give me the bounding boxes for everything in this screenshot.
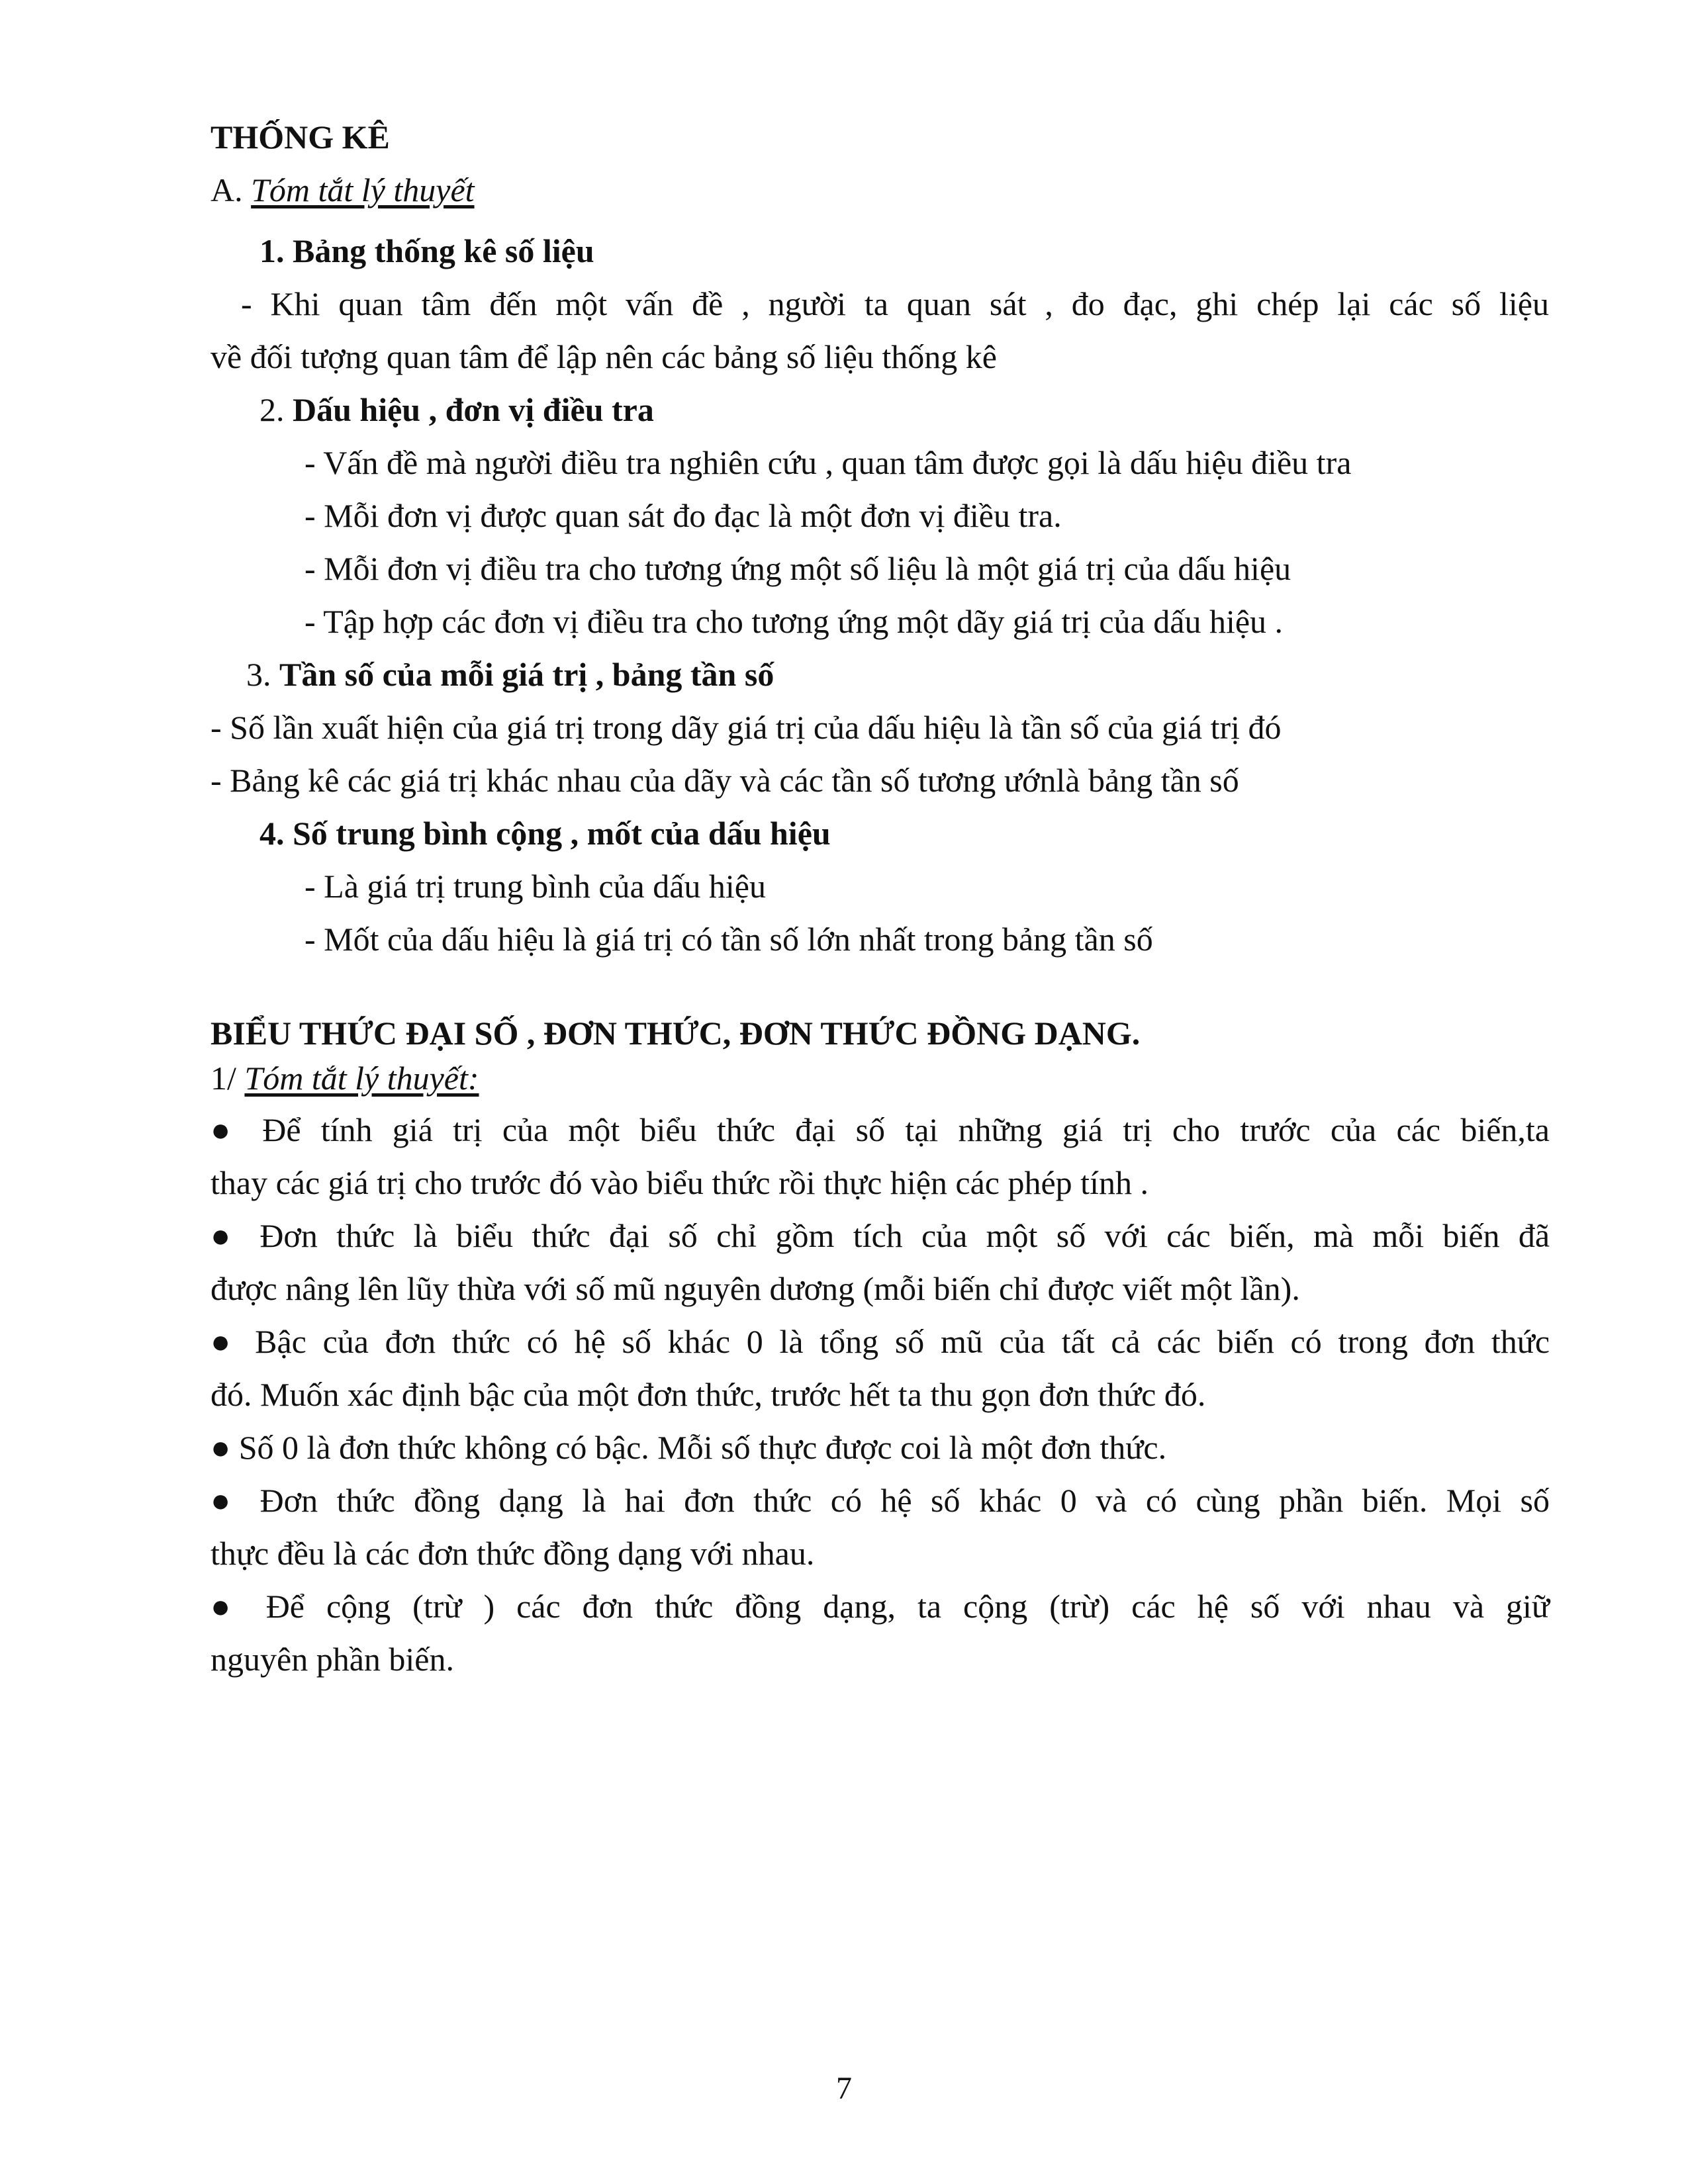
item-4-line-2: - Mốt của dấu hiệu là giá trị có tần số lớn nhất trong bảng tần số: [305, 921, 1153, 958]
bullet-5-text-1: Đơn thức đồng dạng là hai đơn thức có hệ số khác 0 và có cùng phần biến. Mọi số: [259, 1482, 1550, 1519]
bullet-1-text-1: Để tính giá trị của một biểu thức đại số tại những giá trị cho trước của các biến,ta: [262, 1111, 1550, 1148]
bullet-2-text-1: Đơn thức là biểu thức đại số chỉ gồm tích của một số với các biến, mà mỗi biến đã: [259, 1217, 1550, 1254]
item-2-line-2: - Mỗi đơn vị được quan sát đo đạc là một đơn vị điều tra.: [305, 497, 1062, 534]
item-heading-3-text: Tần số của mỗi giá trị , bảng tần số: [279, 656, 774, 693]
subsection-2-title: Tóm tắt lý thuyết:: [244, 1060, 479, 1097]
item-2-line-3: - Mỗi đơn vị điều tra cho tương ứng một số liệu là một giá trị của dấu hiệu: [305, 550, 1291, 587]
bullet-6-line-2: nguyên phần biến.: [211, 1641, 454, 1678]
page-number: 7: [836, 2071, 852, 2106]
bullet-2-line-1: [211, 1215, 1550, 1256]
bullet-6-text-1: Để cộng (trừ ) các đơn thức đồng dạng, ta cộng (trừ) các hệ số với nhau và giữ: [265, 1588, 1550, 1625]
item-heading-3-number: 3.: [246, 656, 279, 693]
item-heading-4: 4. Số trung bình cộng , mốt của dấu hiệu: [259, 815, 831, 852]
bullet-3-line-2: đó. Muốn xác định bậc của một đơn thức, trước hết ta thu gọn đơn thức đó.: [211, 1376, 1206, 1413]
bullet-dot-icon: ●: [211, 1217, 242, 1254]
bullet-dot-icon: ●: [211, 1588, 244, 1625]
item-heading-2-number: 2.: [259, 391, 293, 428]
subsection-heading-a: [211, 169, 475, 210]
bullet-5-line-2: thực đều là các đơn thức đồng dạng với nhau.: [211, 1535, 815, 1572]
item-2-line-4: - Tập hợp các đơn vị điều tra cho tương ứng một dãy giá trị của dấu hiệu .: [305, 603, 1284, 640]
subsection-prefix: A.: [211, 171, 252, 208]
item-heading-3: [246, 654, 774, 695]
subsection-title: Tóm tắt lý thuyết: [251, 171, 475, 208]
bullet-dot-icon: ●: [211, 1429, 231, 1466]
item-1-line-1: - Khi quan tâm đến một vấn đề , người ta quan sát , đo đạc, ghi chép lại các số liệu: [241, 285, 1549, 322]
section-title-bieu-thuc: BIỂU THỨC ĐẠI SỐ , ĐƠN THỨC, ĐƠN THỨC ĐỒNG DẠNG.: [211, 1015, 1141, 1052]
bullet-4-text-1: Số 0 là đơn thức không có bậc. Mỗi số thực được coi là một đơn thức.: [238, 1429, 1167, 1466]
item-3-line-2: - Bảng kê các giá trị khác nhau của dãy và các tần số tương ướnlà bảng tần số: [211, 762, 1239, 799]
bullet-1-line-2: thay các giá trị cho trước đó vào biểu thức rồi thực hiện các phép tính .: [211, 1164, 1149, 1201]
subsection-2-prefix: 1/: [211, 1060, 245, 1097]
item-1-line-2: về đối tượng quan tâm để lập nên các bảng số liệu thống kê: [211, 338, 997, 375]
item-3-line-1: - Số lần xuất hiện của giá trị trong dãy giá trị của dấu hiệu là tần số của giá trị đó: [211, 709, 1282, 746]
bullet-dot-icon: ●: [211, 1323, 239, 1360]
item-4-line-1: - Là giá trị trung bình của dấu hiệu: [305, 868, 766, 905]
bullet-3-line-1: [211, 1321, 1550, 1362]
bullet-dot-icon: ●: [211, 1111, 242, 1148]
item-heading-2: [259, 389, 654, 430]
bullet-5-line-1: [211, 1480, 1550, 1521]
item-heading-2-text: Dấu hiệu , đơn vị điều tra: [293, 391, 654, 428]
bullet-dot-icon: ●: [211, 1482, 242, 1519]
bullet-3-text-1: Bậc của đơn thức có hệ số khác 0 là tổng số mũ của tất cả các biến có trong đơn thức: [255, 1323, 1550, 1360]
bullet-1-line-1: [211, 1109, 1550, 1150]
subsection-heading-1: [211, 1058, 479, 1099]
bullet-6-line-1: [211, 1586, 1550, 1627]
bullet-2-line-2: được nâng lên lũy thừa với số mũ nguyên dương (mỗi biến chỉ được viết một lần).: [211, 1270, 1300, 1307]
section-title-thong-ke: THỐNG KÊ: [211, 118, 390, 156]
bullet-4-line-1: [211, 1427, 1166, 1468]
item-heading-1: 1. Bảng thống kê số liệu: [259, 232, 594, 269]
item-2-line-1: - Vấn đề mà người điều tra nghiên cứu , quan tâm được gọi là dấu hiệu điều tra: [305, 444, 1352, 481]
